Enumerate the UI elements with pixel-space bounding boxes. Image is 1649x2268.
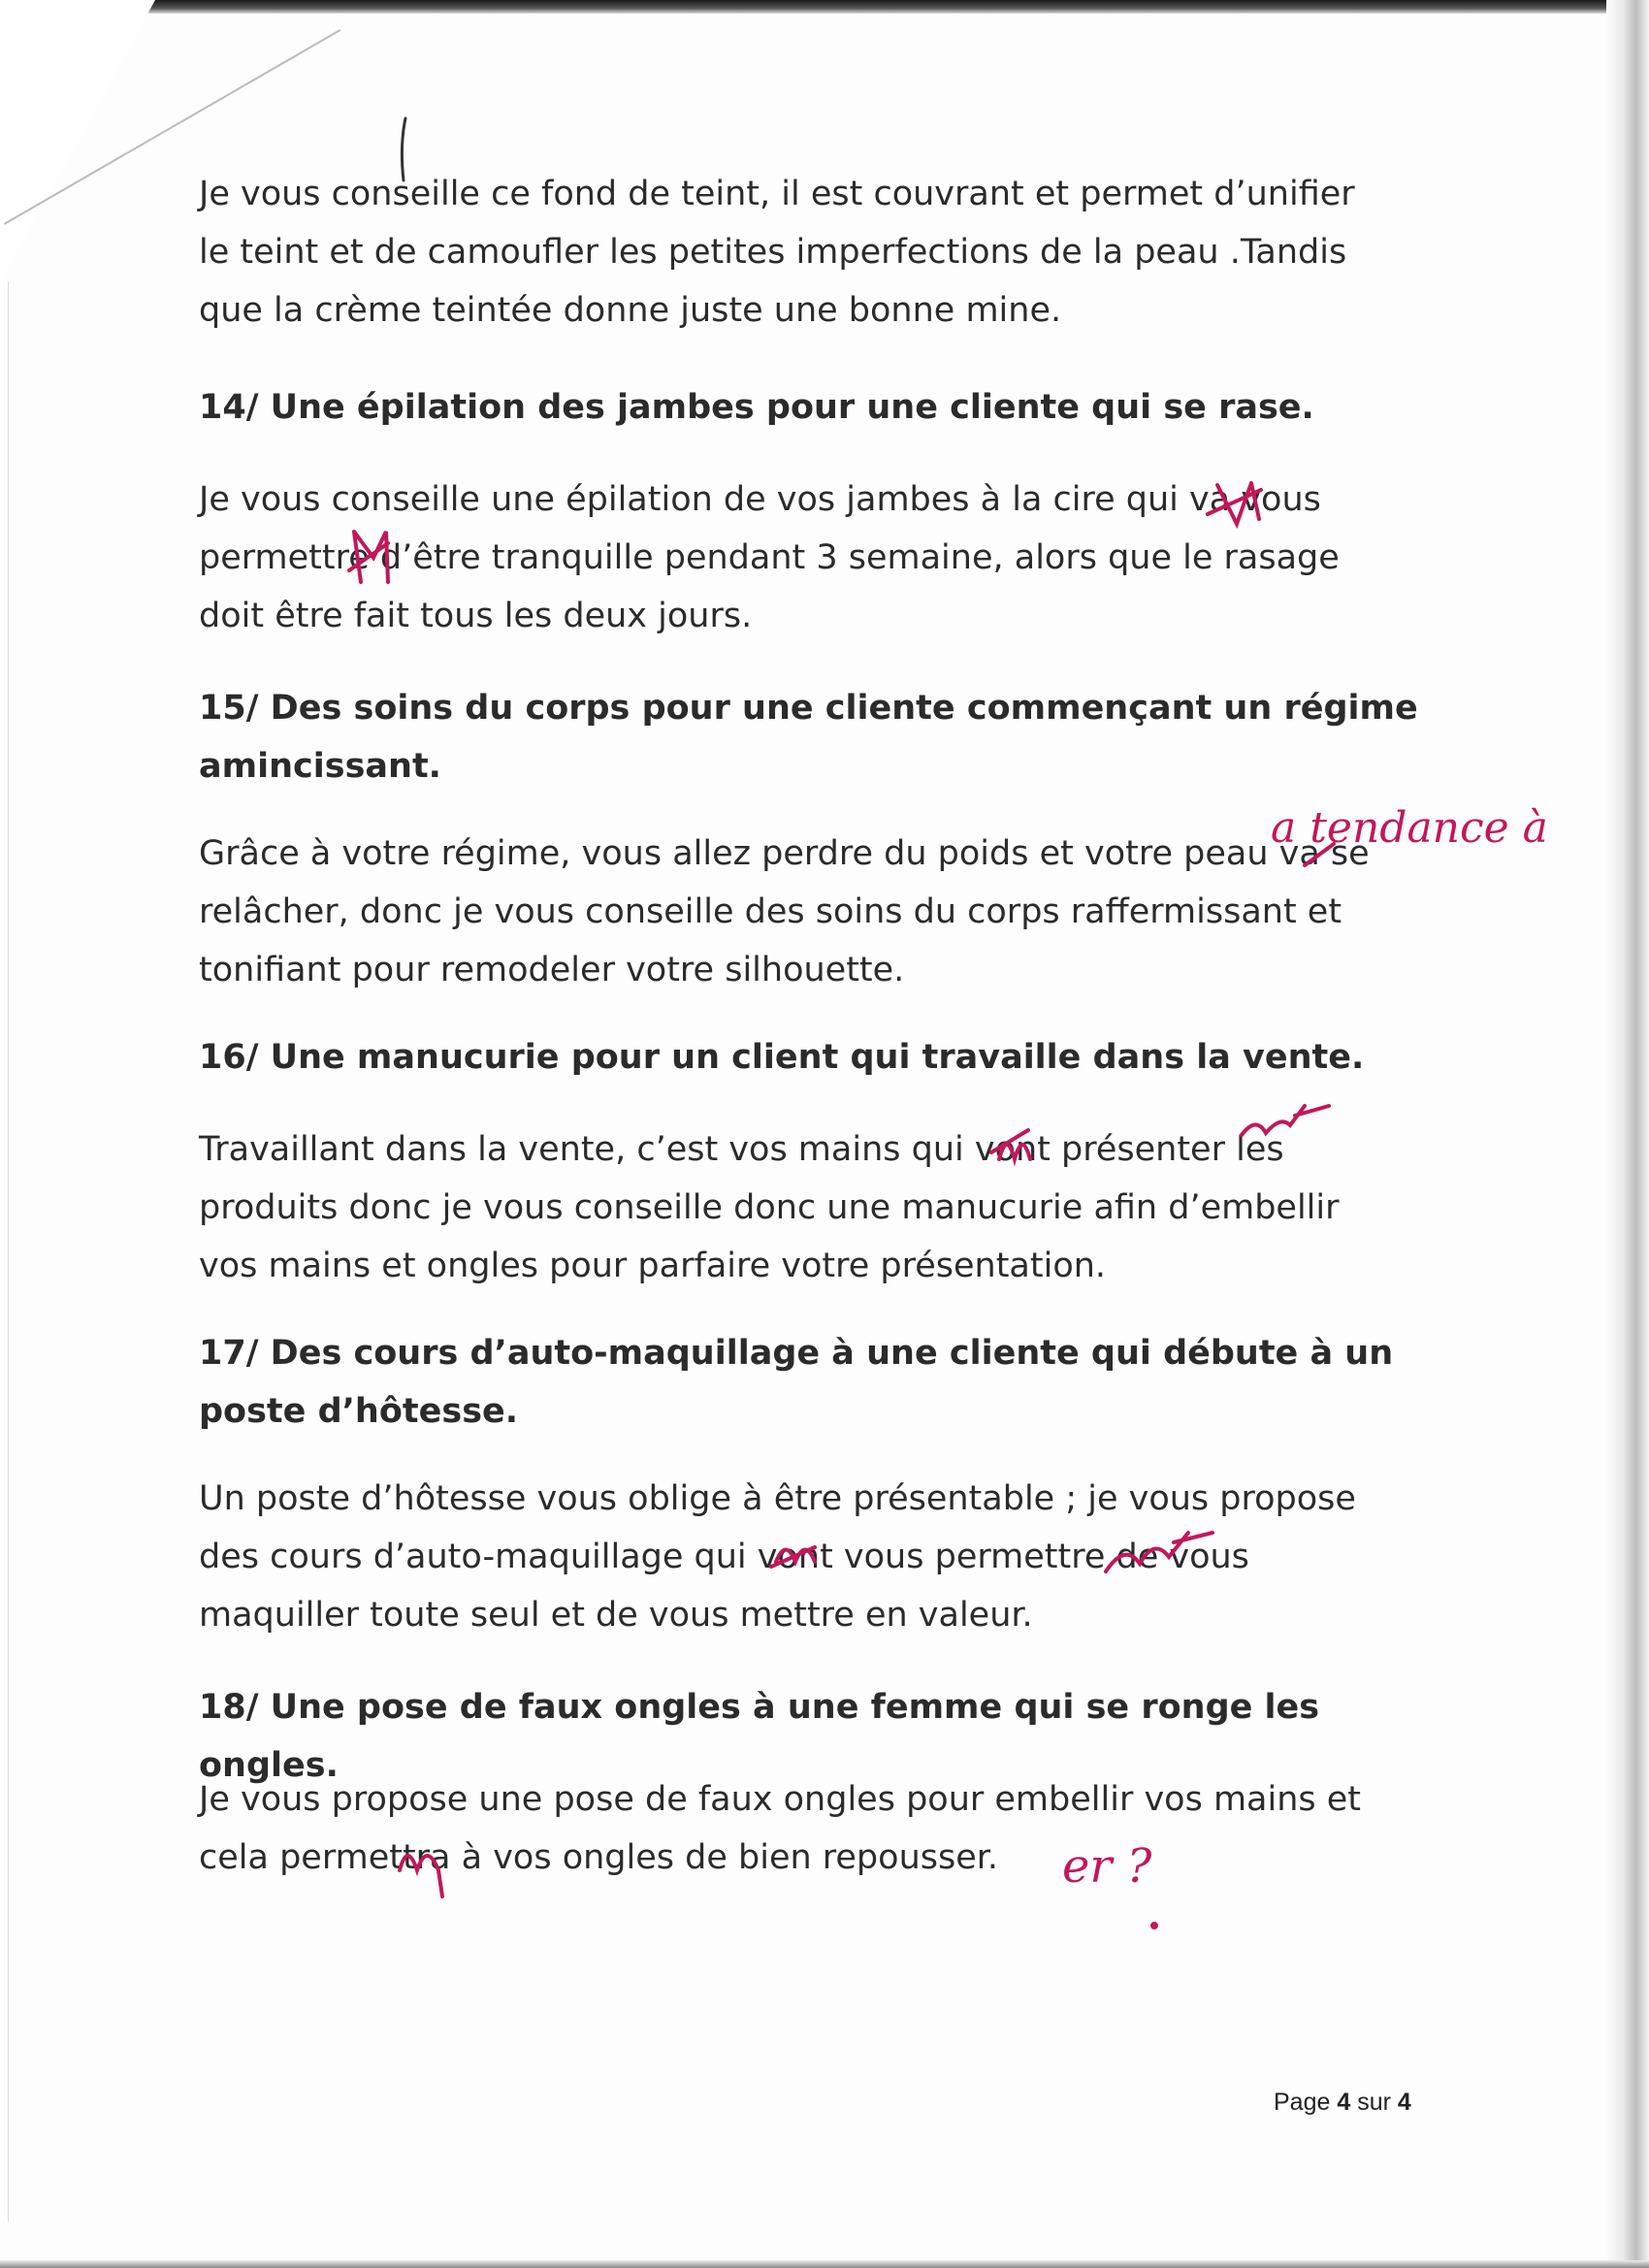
pen-mark — [402, 118, 405, 180]
question-16-heading: 16/ Une manucurie pour un client qui travaille dans la vente. — [199, 1038, 1365, 1077]
correction-tendance: a tendance à — [1271, 803, 1548, 853]
correction-mark-16a — [999, 1145, 1030, 1159]
answer-15-paragraph: Grâce à votre régime, vous allez perdre du poids et votre peau va se relâcher, donc je vous conseille des soins du corps raffermissant et tonifiant pour remodeler votre silhouette. — [199, 834, 1370, 989]
correction-mark-18 — [400, 1856, 442, 1896]
answer-17-paragraph: Un poste d’hôtesse vous oblige à être présentable ; je vous propose des cours d’auto-maquillage qui vont vous permettre de vous maquiller toute seul et de vous mettre en valeur. — [199, 1479, 1356, 1635]
correction-mark-14a — [1217, 483, 1259, 524]
question-15-heading: 15/ Des soins du corps pour une cliente commençant un régime amincissant. — [199, 689, 1418, 786]
intro-paragraph: Je vous conseille ce fond de teint, il est couvrant et permet d’unifier le teint et de camoufler les petites imperfections de la peau .Tandis que la crème teintée donne juste une bonne mine. — [199, 175, 1355, 330]
page-number-middle: sur — [1350, 2089, 1398, 2116]
question-14-heading: 14/ Une épilation des jambes pour une cliente qui se rase. — [199, 388, 1314, 427]
page-number-current: 4 — [1337, 2089, 1351, 2116]
page-number-total: 4 — [1397, 2089, 1411, 2116]
strike-va-14 — [1208, 490, 1261, 514]
question-18-heading: 18/ Une pose de faux ongles à une femme qui se ronge les ongles. — [199, 1688, 1320, 1785]
ink-dot — [1152, 1924, 1156, 1928]
correction-er: er ? — [1062, 1839, 1152, 1894]
page-number-prefix: Page — [1274, 2089, 1338, 2116]
answer-16-paragraph: Travaillant dans la vente, c’est vos mains qui vont présenter les produits donc je vous conseille donc une manucurie afin d’embellir vos mains et ongles pour parfaire votre présentation. — [199, 1130, 1340, 1285]
correction-mark-16b — [1242, 1106, 1329, 1135]
answer-18-paragraph: Je vous propose une pose de faux ongles pour embellir vos mains et cela permettra à vos ongles de bien repousser. — [199, 1780, 1362, 1877]
correction-mark-17b — [1106, 1533, 1212, 1571]
question-17-heading: 17/ Des cours d’auto-maquillage à une cliente qui débute à un poste d’hôtesse. — [199, 1334, 1394, 1431]
answer-14-paragraph: Je vous conseille une épilation de vos jambes à la cire qui va vous permettre d’être tranquille pendant 3 semaine, alors que le rasage doit être fait tous les deux jours. — [199, 480, 1340, 635]
